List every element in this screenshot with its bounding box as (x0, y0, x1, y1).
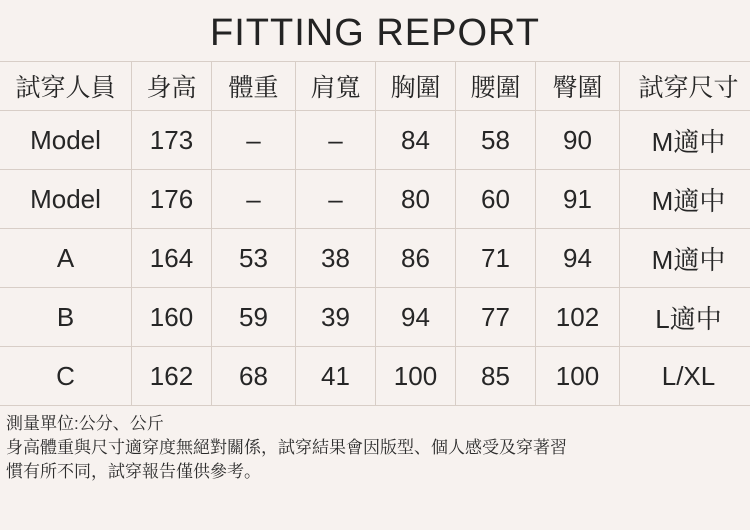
column-header-bust: 胸圍 (376, 62, 456, 111)
cell-person: B (0, 288, 132, 347)
cell-hip: 91 (536, 170, 620, 229)
cell-waist: 77 (456, 288, 536, 347)
table-row (0, 347, 750, 406)
column-header-size: 試穿尺寸 (620, 62, 750, 111)
cell-size: M適中 (620, 111, 750, 170)
column-header-height: 身高 (132, 62, 212, 111)
cell-bust: 84 (376, 111, 456, 170)
cell-shoulder: – (296, 111, 376, 170)
column-header-person: 試穿人員 (0, 62, 132, 111)
column-header-waist: 腰圍 (456, 62, 536, 111)
fitting-report-table (0, 61, 750, 406)
cell-size: M適中 (620, 229, 750, 288)
table-header (0, 62, 750, 111)
footnotes (0, 406, 750, 484)
cell-waist: 58 (456, 111, 536, 170)
cell-height: 173 (132, 111, 212, 170)
cell-height: 164 (132, 229, 212, 288)
table-row (0, 229, 750, 288)
column-header-shoulder: 肩寬 (296, 62, 376, 111)
table-row (0, 288, 750, 347)
cell-weight: 68 (212, 347, 296, 406)
cell-size: L適中 (620, 288, 750, 347)
cell-shoulder: 41 (296, 347, 376, 406)
cell-weight: – (212, 170, 296, 229)
cell-hip: 90 (536, 111, 620, 170)
footnote-disclaimer-line2: 慣有所不同，試穿報告僅供參考。 (6, 462, 261, 482)
cell-person: C (0, 347, 132, 406)
cell-shoulder: 38 (296, 229, 376, 288)
table-header-row (0, 62, 750, 111)
cell-bust: 86 (376, 229, 456, 288)
cell-hip: 102 (536, 288, 620, 347)
footnote-disclaimer-line1: 身高體重與尺寸適穿度無絕對關係，試穿結果會因版型、個人感受及穿著習 (6, 438, 567, 458)
cell-weight: 59 (212, 288, 296, 347)
cell-bust: 100 (376, 347, 456, 406)
page-title: FITTING REPORT (210, 12, 540, 54)
cell-waist: 60 (456, 170, 536, 229)
cell-person: Model (0, 111, 132, 170)
column-header-hip: 臀圍 (536, 62, 620, 111)
cell-weight: – (212, 111, 296, 170)
cell-height: 160 (132, 288, 212, 347)
cell-bust: 80 (376, 170, 456, 229)
column-header-weight: 體重 (212, 62, 296, 111)
cell-height: 162 (132, 347, 212, 406)
cell-hip: 100 (536, 347, 620, 406)
footnote-measure-unit: 測量單位:公分、公斤 (6, 414, 164, 433)
table-row (0, 111, 750, 170)
cell-shoulder: – (296, 170, 376, 229)
cell-size: L/XL (620, 347, 750, 406)
cell-bust: 94 (376, 288, 456, 347)
table-row (0, 170, 750, 229)
cell-size: M適中 (620, 170, 750, 229)
table-body (0, 111, 750, 406)
cell-shoulder: 39 (296, 288, 376, 347)
cell-person: Model (0, 170, 132, 229)
cell-waist: 71 (456, 229, 536, 288)
cell-height: 176 (132, 170, 212, 229)
cell-person: A (0, 229, 132, 288)
cell-weight: 53 (212, 229, 296, 288)
cell-hip: 94 (536, 229, 620, 288)
cell-waist: 85 (456, 347, 536, 406)
